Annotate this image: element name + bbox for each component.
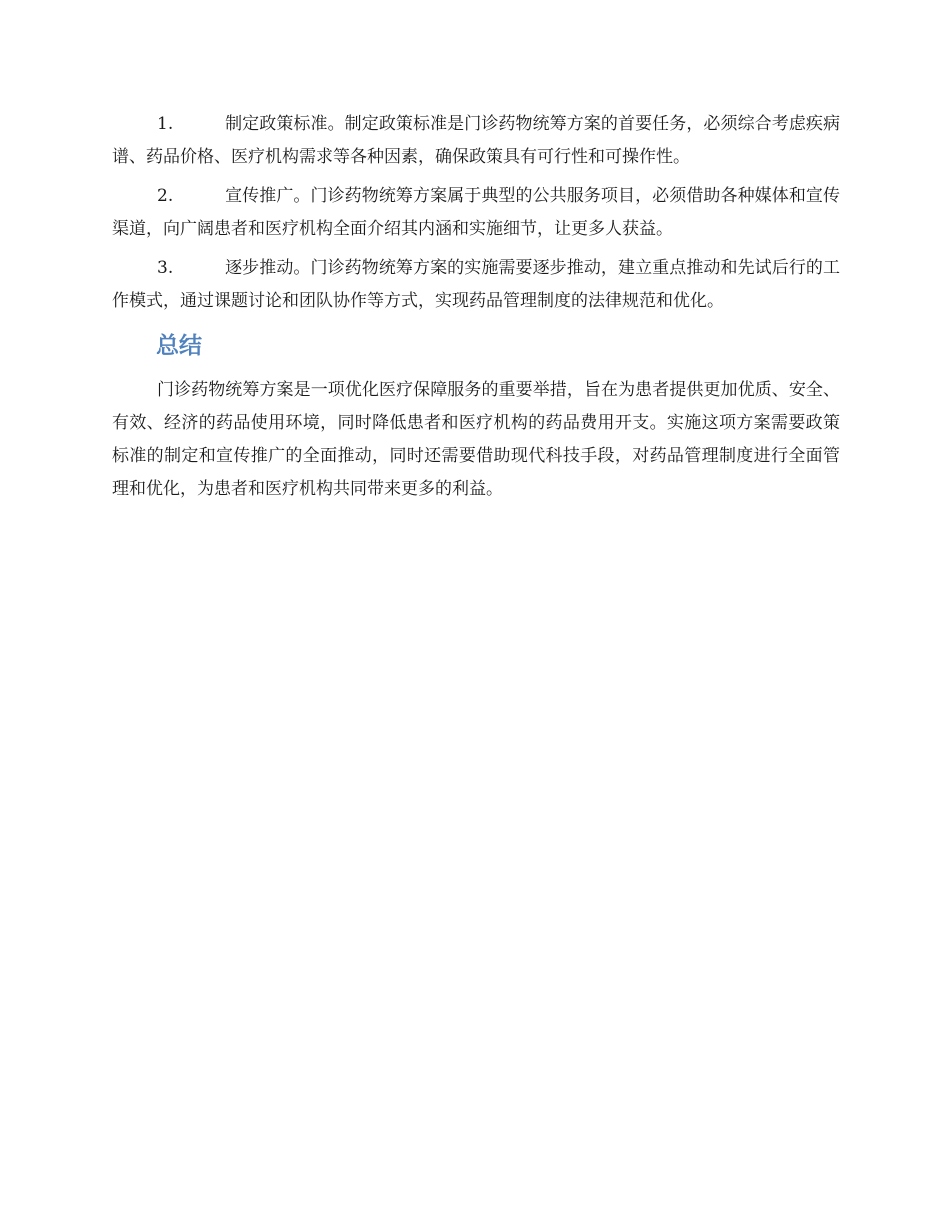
list-number: 1.	[157, 114, 174, 134]
list-number: 2.	[157, 186, 174, 206]
summary-heading: 总结	[156, 333, 202, 359]
list-item-text: 宣传推广。门诊药物统筹方案属于典型的公共服务项目，必须借助各种媒体和宣传渠道，向广阔患者和医疗机构全面介绍其内涵和实施细节，让更多人获益。	[112, 186, 840, 239]
list-item-3	[112, 252, 840, 318]
summary-paragraph: 门诊药物统筹方案是一项优化医疗保障服务的重要举措，旨在为患者提供更加优质、安全、有效、经济的药品使用环境，同时降低患者和医疗机构的药品费用开支。实施这项方案需要政策标准的制定和宣传推广的全面推动，同时还需要借助现代科技手段，对药品管理制度进行全面管理和优化，为患者和医疗机构共同带来更多的利益。	[112, 380, 840, 499]
list-item-1	[112, 108, 840, 174]
list-item-text: 逐步推动。门诊药物统筹方案的实施需要逐步推动，建立重点推动和先试后行的工作模式，通过课题讨论和团队协作等方式，实现药品管理制度的法律规范和优化。	[112, 258, 840, 311]
document-body	[112, 108, 840, 506]
list-item-text: 制定政策标准。制定政策标准是门诊药物统筹方案的首要任务，必须综合考虑疾病谱、药品价格、医疗机构需求等各种因素，确保政策具有可行性和可操作性。	[112, 114, 840, 167]
list-item-2	[112, 180, 840, 246]
list-number: 3.	[157, 258, 174, 278]
